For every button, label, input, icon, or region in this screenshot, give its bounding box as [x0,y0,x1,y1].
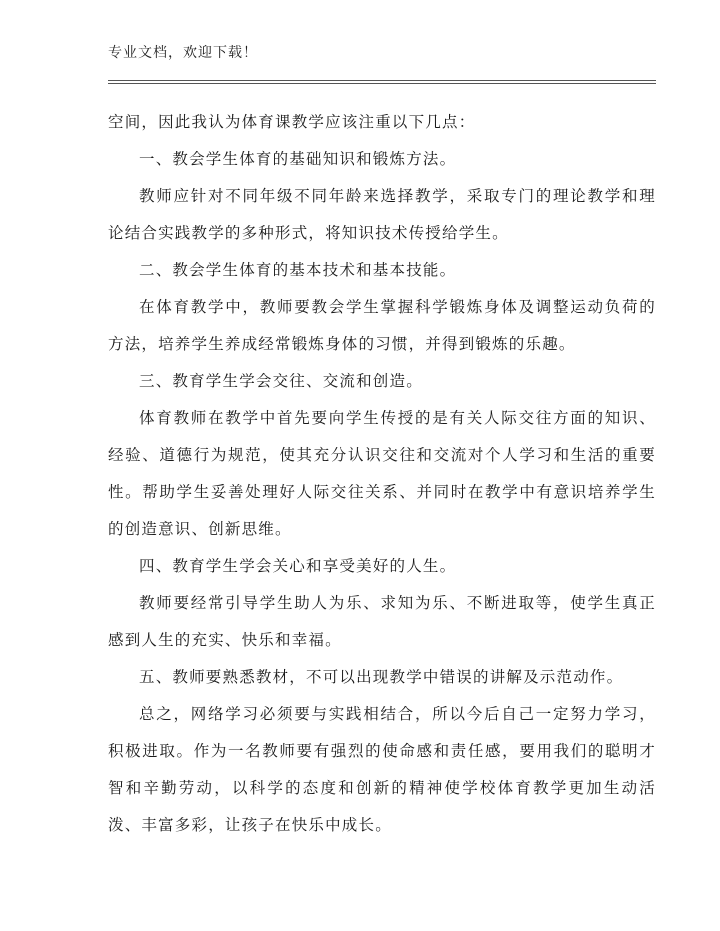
paragraph-conclusion: 总之，网络学习必须要与实践相结合，所以今后自己一定努力学习，积极进取。作为一名教师要有强烈的使命感和责任感，要用我们的聪明才智和辛勤劳动，以科学的态度和创新的精神使学校体育教学更加生动活泼、丰富多彩，让孩子在快乐中成长。 [108,705,656,834]
heading-point-3: 三、教育学生学会交往、交流和创造。 [139,372,423,390]
paragraph-point-3: 体育教师在教学中首先要向学生传授的是有关人际交往方面的知识、经验、道德行为规范，使其充分认识交往和交流对个人学习和生活的重要性。帮助学生妥善处理好人际交往关系、并同时在教学中有意识培养学生的创造意识、创新思维。 [108,409,656,538]
page-header: 专业文档，欢迎下载！ [108,45,258,61]
heading-point-5: 五、教师要熟悉教材，不可以出现教学中错误的讲解及示范动作。 [139,668,624,686]
document-body [108,104,656,844]
header-divider-bottom [108,83,656,84]
heading-point-4: 四、教育学生学会关心和享受美好的人生。 [139,557,457,575]
paragraph-point-2: 在体育教学中，教师要教会学生掌握科学锻炼身体及调整运动负荷的方法，培养学生养成经常锻炼身体的习惯，并得到锻炼的乐趣。 [108,298,656,353]
header-divider-top [108,80,656,81]
paragraph-intro: 空间，因此我认为体育课教学应该注重以下几点： [108,113,476,131]
paragraph-point-4: 教师要经常引导学生助人为乐、求知为乐、不断进取等，使学生真正感到人生的充实、快乐和幸福。 [108,594,656,649]
heading-point-2: 二、教会学生体育的基本技术和基本技能。 [139,261,457,279]
paragraph-point-1: 教师应针对不同年级不同年龄来选择教学，采取专门的理论教学和理论结合实践教学的多种形式，将知识技术传授给学生。 [108,187,656,242]
heading-point-1: 一、教会学生体育的基础知识和锻炼方法。 [139,150,457,168]
